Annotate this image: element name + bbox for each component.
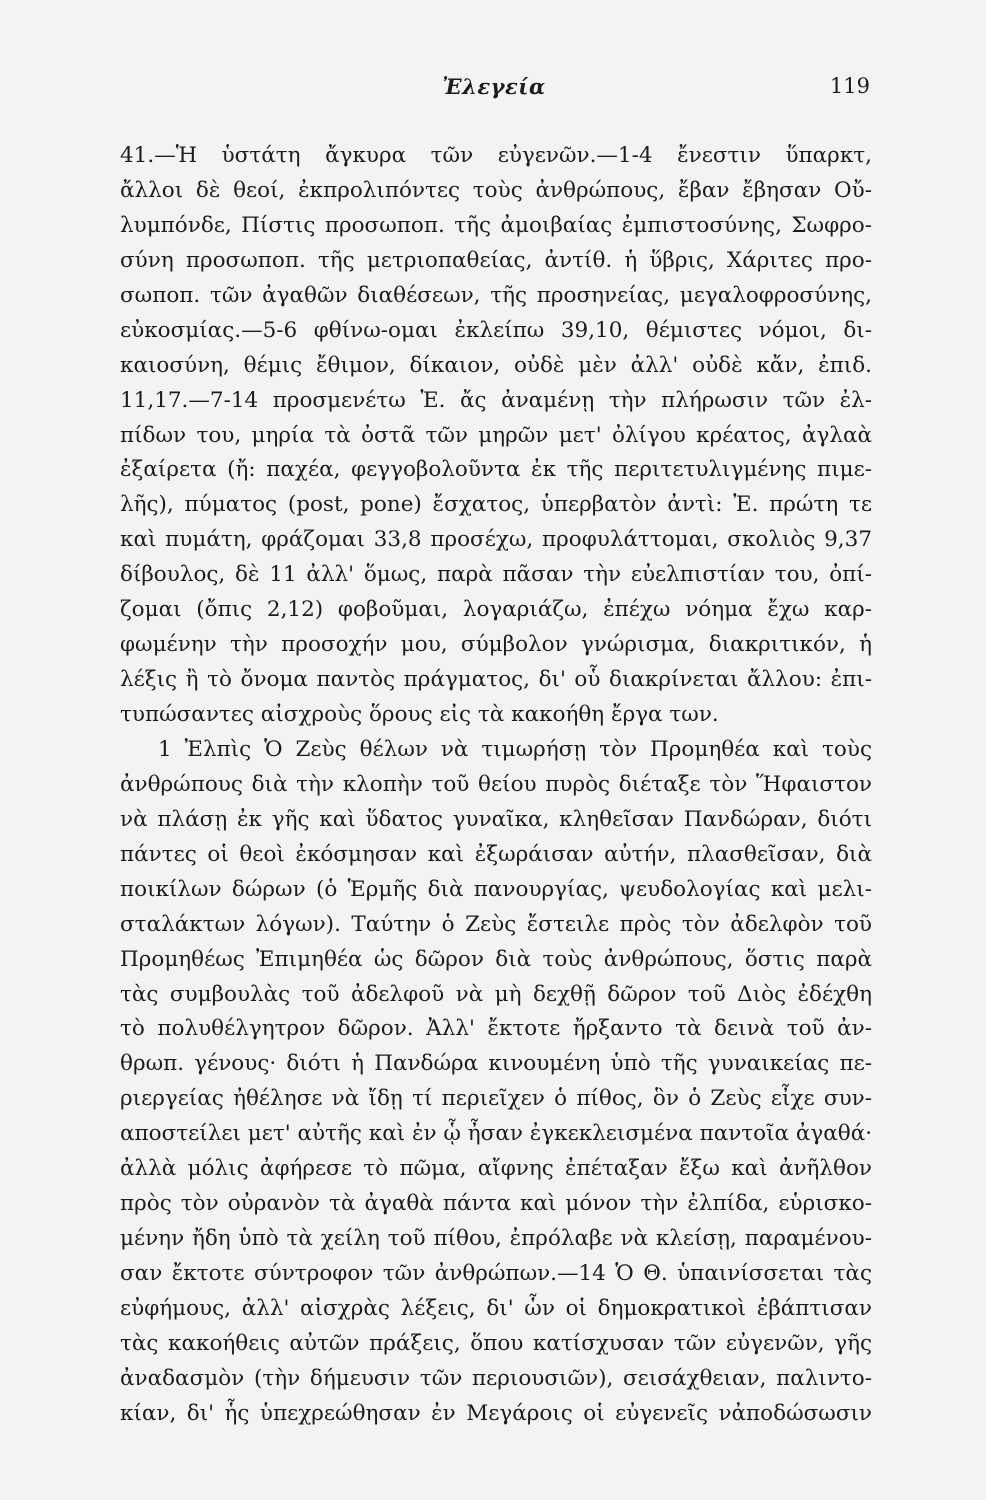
text-line: ριεργείας ἠθέλησε νὰ ἴδῃ τί περιεῖχεν ὁ πίθος, ὃν ὁ Ζεὺς εἶχε συν- [120,1086,872,1112]
running-head [118,74,870,108]
text-line: 41.—Ἡ ὑστάτη ἄγκυρα τῶν εὐγενῶν.—1-4 ἔνεστιν ὕπαρκτ, [120,143,872,168]
text-line: σαν ἔκτοτε σύντροφον τῶν ἀνθρώπων.—14 Ὁ Θ. ὑπαινίσσεται τὰς [120,1261,872,1286]
text-line: τυπώσαντες αἰσχροὺς ὅρους εἰς τὰ κακοήθη ἔργα των. [120,702,719,727]
text-line: λῆς), πύματος (post, pone) ἔσχατος, ὑπερβατὸν ἀντὶ: Ἐ. πρώτη τε [120,492,872,518]
text-line: καιοσύνη, θέμις ἔθιμον, δίκαιον, οὐδὲ μὲν ἀλλ' οὐδὲ κἄν, ἐπιδ. [120,352,872,378]
text-line: εὐφήμους, ἀλλ' αἰσχρὰς λέξεις, δι' ὧν οἱ δημοκρατικοὶ ἐβάπτισαν [120,1295,872,1321]
text-line: ἀνθρώπους διὰ τὴν κλοπὴν τοῦ θείου πυρὸς διέταξε τὸν Ἥφαιστον [120,771,872,797]
text-line: λέξις ἢ τὸ ὄνομα παντὸς πράγματος, δι' οὗ διακρίνεται ἄλλου: ἐπι- [120,667,872,693]
text-line: φωμένην τὴν προσοχήν μου, σύμβολον γνώρισμα, διακριτικόν, ἡ [120,632,872,658]
text-line: πάντες οἱ θεοὶ ἐκόσμησαν καὶ ἐξωράισαν αὐτήν, πλασθεῖσαν, διὰ [120,841,872,867]
text-line: σύνη προσωποπ. τῆς μετριοπαθείας, ἀντίθ. ἡ ὕβρις, Χάριτες προ- [120,247,872,273]
text-line: ἐξαίρετα (ἤ: παχέα, φεγγοβολοῦντα ἐκ τῆς περιτετυλιγμένης πιμε- [120,457,872,483]
text-line: πρὸς τὸν οὐρανὸν τὰ ἀγαθὰ πάντα καὶ μόνον τὴν ἐλπίδα, εὑρισκο- [120,1191,872,1217]
text-line: τὰς συμβουλὰς τοῦ ἀδελφοῦ νὰ μὴ δεχθῇ δῶρον τοῦ Διὸς ἐδέχθη [120,981,872,1007]
text-line: δίβουλος, δὲ 11 ἀλλ' ὅμως, παρὰ πᾶσαν τὴν εὐελπιστίαν του, ὀπί- [120,562,872,588]
text-line: ἀναδασμὸν (τὴν δήμευσιν τῶν περιουσιῶν), σεισάχθειαν, παλιντο- [120,1365,872,1391]
text-line: θρωπ. γένους· διότι ἡ Πανδώρα κινουμένη ὑπὸ τῆς γυναικείας πε- [120,1051,872,1077]
text-line: ζομαι (ὄπις 2,12) φοβοῦμαι, λογαριάζω, ἐπέχω νόημα ἔχω καρ- [120,597,872,623]
text-line: ποικίλων δώρων (ὁ Ἑρμῆς διὰ πανουργίας, ψευδολογίας καὶ μελι- [120,876,872,902]
text-line: νὰ πλάσῃ ἐκ γῆς καὶ ὕδατος γυναῖκα, κληθεῖσαν Πανδώραν, διότι [120,806,872,832]
text-line: μένην ἤδη ὑπὸ τὰ χείλη τοῦ πίθου, ἐπρόλαβε νὰ κλείσῃ, παραμένου- [120,1226,872,1252]
text-line: τὸ πολυθέλγητρον δῶρον. Ἀλλ' ἔκτοτε ἤρξαντο τὰ δεινὰ τοῦ ἀν- [120,1016,872,1042]
text-line: σωποπ. τῶν ἀγαθῶν διαθέσεων, τῆς προσηνείας, μεγαλοφροσύνης, [120,282,872,308]
commentary-text [120,139,872,1432]
text-line: τὰς κακοήθεις αὐτῶν πράξεις, ὅπου κατίσχυσαν τῶν εὐγενῶν, γῆς [120,1330,872,1356]
running-title: Ἐλεγεία [442,74,546,99]
text-line: 1 Ἐλπὶς Ὁ Ζεὺς θέλων νὰ τιμωρήσῃ τὸν Προμηθέα καὶ τοὺς [158,736,872,762]
text-line: αποστείλει μετ' αὐτῆς καὶ ἐν ᾧ ἦσαν ἐγκεκλεισμένα παντοῖα ἀγαθά· [120,1121,872,1147]
text-line: καὶ πυμάτη, φράζομαι 33,8 προσέχω, προφυλάττομαι, σκολιὸς 9,37 [120,527,872,553]
text-line: λυμπόνδε, Πίστις προσωποπ. τῆς ἀμοιβαίας ἐμπιστοσύνης, Σωφρο- [120,212,872,238]
text-line: πίδων του, μηρία τὰ ὀστᾶ τῶν μηρῶν μετ' ὀλίγου κρέατος, ἀγλαὰ [120,422,872,448]
text-line: εὐκοσμίας.—5-6 φθίνω-ομαι ἐκλείπω 39,10, θέμιστες νόμοι, δι- [120,317,872,343]
text-line: ἄλλοι δὲ θεοί, ἐκπρολιπόντες τοὺς ἀνθρώπους, ἔβαν ἔβησαν Οὔ- [120,177,872,203]
text-line: 11,17.—7-14 προσμενέτω Ἐ. ἄς ἀναμένῃ τὴν πλήρωσιν τῶν ἐλ- [120,387,872,413]
page-number: 119 [829,74,870,98]
text-line: κίαν, δι' ἧς ὑπεχρεώθησαν ἐν Μεγάροις οἱ εὐγενεῖς νἀποδώσωσιν [120,1400,872,1426]
text-line: Προμηθέως Ἐπιμηθέα ὡς δῶρον διὰ τοὺς ἀνθρώπους, ὅστις παρὰ [120,946,872,972]
text-line: ἀλλὰ μόλις ἀφήρεσε τὸ πῶμα, αἴφνης ἐπέταξαν ἔξω καὶ ἀνῆλθον [120,1156,872,1182]
text-line: σταλάκτων λόγων). Ταύτην ὁ Ζεὺς ἔστειλε πρὸς τὸν ἀδελφὸν τοῦ [120,911,872,937]
